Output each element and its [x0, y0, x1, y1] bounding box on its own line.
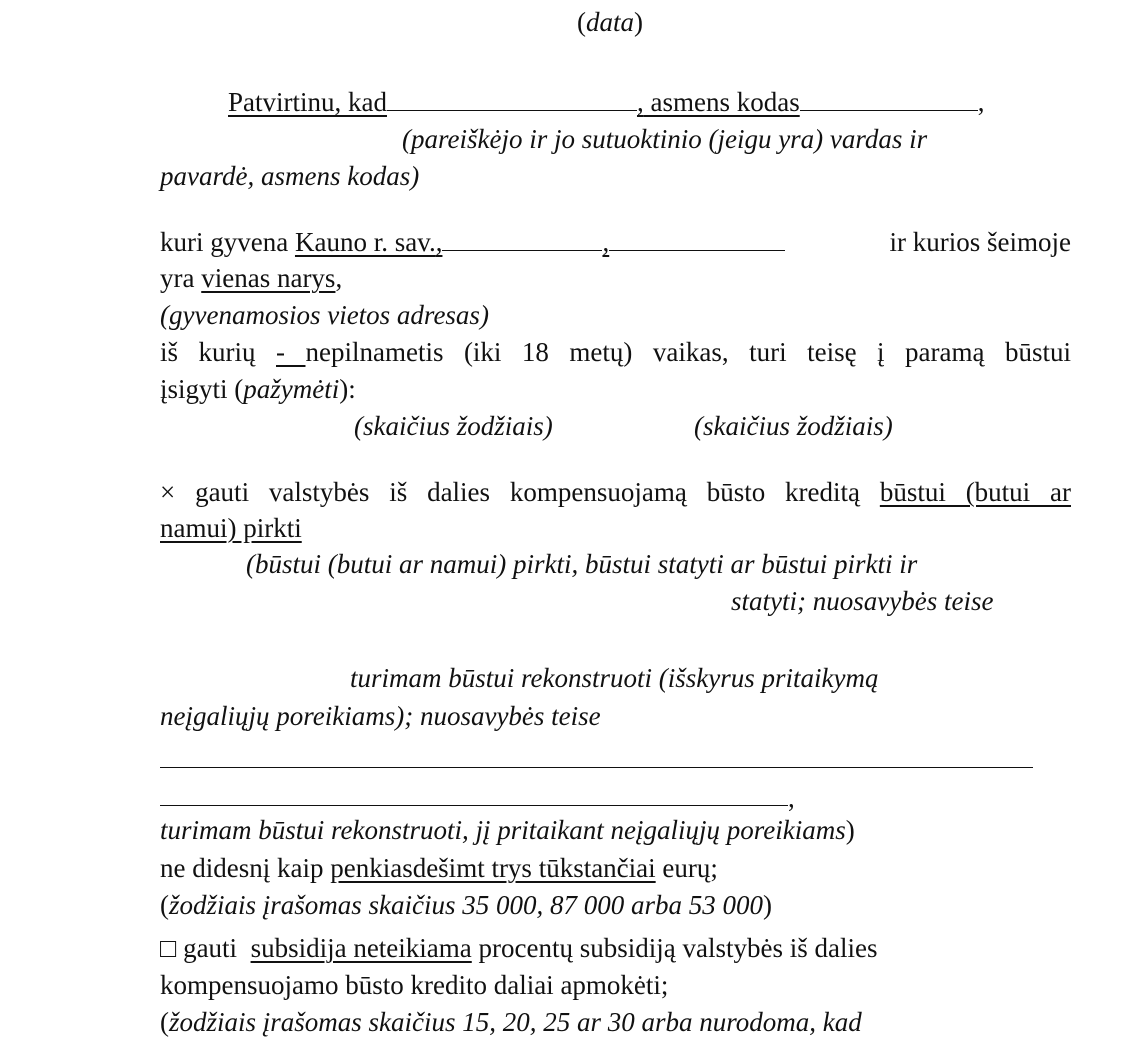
family-suffix: ir kurios šeimoje [889, 227, 1071, 257]
amount-value: penkiasdešimt trys tūkstančiai [330, 853, 656, 883]
subsidy-value: subsidija neteikiama [250, 933, 472, 963]
credit-caption-5-italic: turimam būstui rekonstruoti, jį pritaikant neįgaliųjų poreikiams [160, 815, 846, 845]
members-value: vienas narys [201, 263, 336, 293]
date-label-text: data [586, 7, 635, 37]
credit-choice-1: būstui (butui ar [879, 477, 1071, 507]
subsidy-caption [160, 1004, 862, 1041]
amount-caption-italic: žodžiais įrašomas skaičius 35 000, 87 000 arba 53 000 [169, 890, 764, 920]
amount-caption-open: ( [160, 890, 169, 920]
eligible-suffix: ): [339, 374, 356, 404]
rule-comma: , [788, 783, 795, 813]
count-caption-1: (skaičius žodžiais) [354, 411, 553, 441]
members-prefix: yra [160, 263, 195, 293]
date-label: (data) [577, 7, 644, 37]
count-caption-2: (skaičius žodžiais) [694, 411, 893, 441]
children-suffix: nepilnametis (iki 18 metų) vaikas, turi teisę į paramą būstui [305, 337, 1071, 367]
blank-rule-1 [160, 767, 1033, 768]
confirm-line [228, 84, 984, 121]
lives-prefix: kuri gyvena [160, 227, 289, 257]
credit-choice-2: namui) pirkti [160, 513, 302, 543]
code-blank [800, 86, 978, 111]
credit-caption-2: statyti; nuosavybės teise [731, 586, 994, 616]
subsidy-caption-italic: žodžiais įrašomas skaičius 15, 20, 25 ar 30 arba nurodoma, kad [169, 1007, 862, 1037]
subsidy-text-prefix: gauti [183, 933, 238, 963]
subsidy-text-suffix: procentų subsidiją valstybės iš dalies [478, 933, 878, 963]
amount-prefix: ne didesnį kaip [160, 853, 324, 883]
amount-line [160, 850, 718, 887]
blank-rule-2 [160, 805, 788, 806]
subsidy-option-line [160, 930, 877, 967]
eligible-line [160, 371, 356, 408]
applicant-caption-2: pavardė, asmens kodas) [160, 161, 420, 191]
children-line [160, 334, 1071, 371]
street-blank [442, 226, 602, 251]
address-comma-2: , [602, 227, 610, 257]
amount-caption [160, 887, 772, 924]
address-caption: (gyvenamosios vietos adresas) [160, 300, 489, 330]
members-line [160, 260, 342, 297]
credit-caption-3: turimam būstui rekonstruoti (išskyrus pritaikymą [350, 663, 879, 693]
children-prefix: iš kurių [160, 337, 256, 367]
credit-option-text: gauti valstybės iš dalies kompensuojamą būsto kreditą [195, 477, 860, 507]
credit-checkbox-checked[interactable]: × [160, 477, 176, 507]
address-comma-1: , [435, 227, 443, 257]
amount-caption-close: ) [763, 890, 773, 920]
members-comma: , [335, 263, 343, 293]
eligible-italic: pažymėti [243, 374, 340, 404]
subsidy-caption-open: ( [160, 1007, 169, 1037]
credit-caption-1: (būstui (butui ar namui) pirkti, būstui statyti ar būstui pirkti ir [246, 549, 918, 579]
subsidy-checkbox-empty[interactable]: □ [160, 933, 177, 963]
confirm-prefix: Patvirtinu, kad [228, 87, 387, 117]
name-blank-2 [429, 86, 637, 111]
code-label: asmens kodas [643, 87, 800, 117]
house-blank [609, 226, 785, 251]
credit-caption-5 [160, 812, 855, 849]
subsidy-line-2: kompensuojamo būsto kredito daliai apmokėti; [160, 970, 669, 1000]
credit-option-line [160, 474, 1071, 511]
applicant-caption-1: (pareiškėjo ir jo sutuoktinio (jeigu yra) vardas ir [402, 124, 928, 154]
municipality-value: Kauno r. sav. [294, 227, 436, 257]
children-value: - [276, 337, 306, 367]
amount-suffix: eurų; [662, 853, 718, 883]
credit-caption-5-close: ) [845, 815, 855, 845]
address-line [160, 224, 1071, 261]
credit-caption-4: neįgaliųjų poreikiams); nuosavybės teise [160, 701, 601, 731]
eligible-prefix: įsigyti ( [160, 374, 244, 404]
name-blank-1 [387, 86, 429, 111]
code-end-comma: , [977, 87, 985, 117]
confirm-comma: , [636, 87, 644, 117]
